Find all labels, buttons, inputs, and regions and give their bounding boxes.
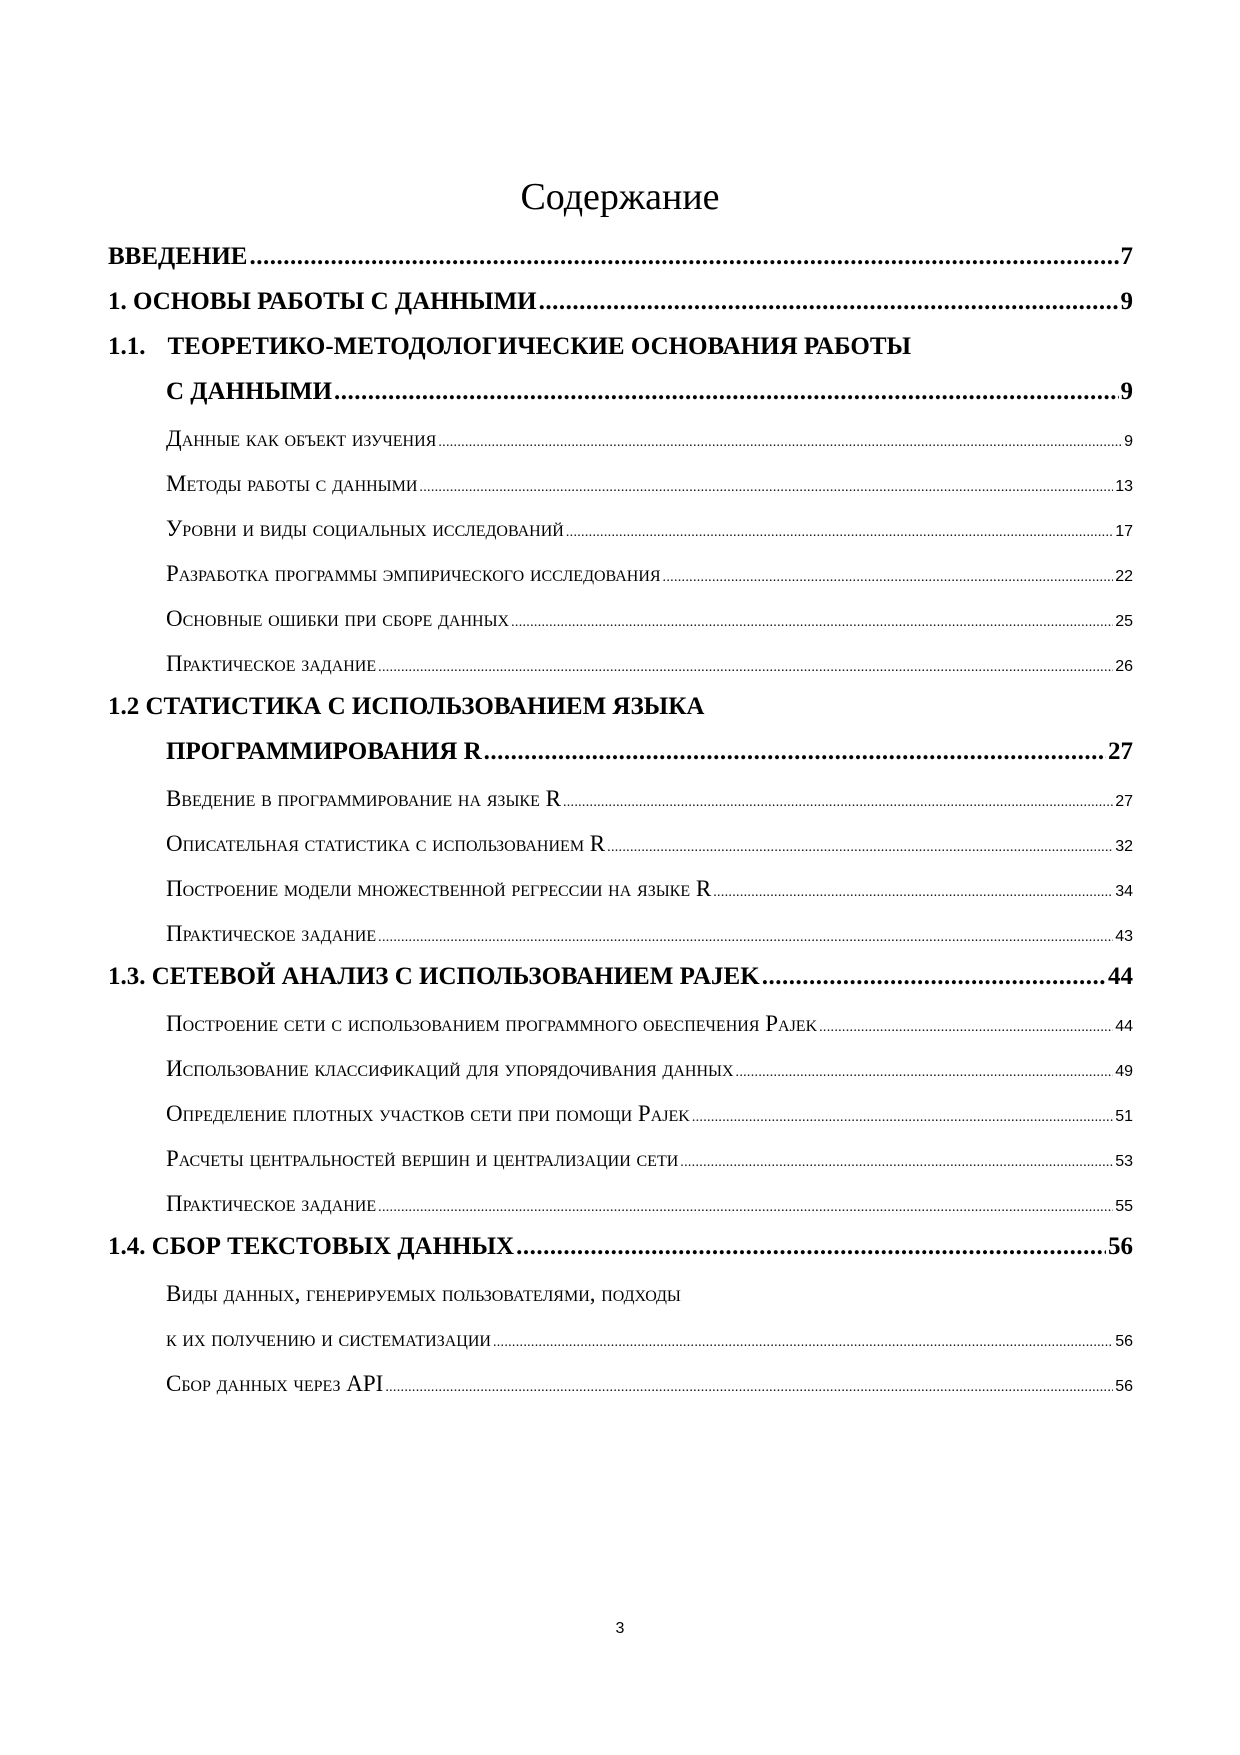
toc-page-number: 9	[1124, 433, 1133, 450]
toc-entry-text: С ДАННЫМИ	[166, 378, 333, 405]
dot-leader	[680, 1145, 1113, 1181]
dot-leader	[378, 650, 1113, 686]
toc-subentry[interactable]	[166, 1096, 1133, 1132]
toc-entry-text: Сбор данных через API	[166, 1371, 384, 1396]
toc-page-number: 55	[1115, 1198, 1133, 1215]
toc-subentry[interactable]	[166, 916, 1133, 952]
toc-entry-section-1-1-line2[interactable]	[166, 372, 1133, 412]
toc-subentry[interactable]	[166, 601, 1133, 637]
toc-entry-text: Использование классификаций для упорядочивания данных	[166, 1056, 734, 1081]
toc-entry-text: Практическое задание	[166, 1191, 377, 1216]
toc-entry-text: Построение модели множественной регрессии на языке R	[166, 876, 712, 901]
toc-entry-intro[interactable]	[108, 237, 1133, 277]
dot-leader	[249, 237, 1118, 277]
toc-page-number: 7	[1120, 243, 1133, 270]
toc-entry-text: ТЕОРЕТИКО-МЕТОДОЛОГИЧЕСКИЕ ОСНОВАНИЯ РАБОТЫ	[167, 333, 912, 360]
toc-entry-text: Методы работы с данными	[166, 471, 418, 496]
toc-entry-number: 1.1.	[108, 333, 146, 360]
toc-entry-text: 1.3. СЕТЕВОЙ АНАЛИЗ С ИСПОЛЬЗОВАНИЕМ PAJEK	[108, 963, 760, 990]
toc-page-number: 44	[1115, 1018, 1133, 1035]
dot-leader	[334, 372, 1118, 412]
dot-leader	[663, 560, 1114, 596]
toc-subentry[interactable]	[166, 1141, 1133, 1177]
toc-entry-text: Основные ошибки при сборе данных	[166, 606, 510, 631]
dot-leader	[736, 1055, 1114, 1091]
toc-entry-text: Разработка программы эмпирического исследования	[166, 561, 661, 586]
toc-page-number: 27	[1115, 793, 1133, 810]
toc-entry-section-1-3[interactable]	[108, 957, 1133, 997]
toc-page-number: 56	[1108, 1233, 1133, 1260]
toc-subentry[interactable]	[166, 466, 1133, 502]
toc-page-number: 17	[1115, 523, 1133, 540]
toc-subentry[interactable]	[166, 781, 1133, 817]
toc-entry-text: Практическое задание	[166, 921, 377, 946]
toc-subentry[interactable]	[166, 421, 1133, 457]
dot-leader	[378, 920, 1113, 956]
toc-page-number: 56	[1115, 1378, 1133, 1395]
toc-subentry[interactable]	[166, 1051, 1133, 1087]
dot-leader	[493, 1325, 1113, 1361]
toc-entry-text: Введение в программирование на языке R	[166, 786, 561, 811]
dot-leader	[566, 515, 1113, 551]
toc-subentry[interactable]	[166, 1186, 1133, 1222]
toc-entry-text: Уровни и виды социальных исследований	[166, 516, 564, 541]
dot-leader	[419, 470, 1113, 506]
toc-entry-text: Практическое задание	[166, 651, 377, 676]
toc-entry-text: ПРОГРАММИРОВАНИЯ R	[166, 738, 482, 765]
toc-subentry-line1[interactable]	[166, 1276, 1133, 1312]
toc-entry-text: Определение плотных участков сети при помощи Pajek	[166, 1101, 690, 1126]
toc-page-number: 51	[1115, 1108, 1133, 1125]
toc-page-number: 43	[1115, 928, 1133, 945]
toc-page-number: 49	[1115, 1063, 1133, 1080]
toc-subentry[interactable]	[166, 826, 1133, 862]
dot-leader	[692, 1100, 1113, 1136]
toc-page-number: 44	[1108, 963, 1133, 990]
toc-entry-text: 1. ОСНОВЫ РАБОТЫ С ДАННЫМИ	[108, 288, 537, 315]
page-title: Содержание	[520, 176, 720, 218]
toc-entry-text: Расчеты центральностей вершин и централизации сети	[166, 1146, 679, 1171]
toc-entry-text: ВВЕДЕНИЕ	[108, 243, 248, 270]
toc-page-number: 9	[1120, 378, 1133, 405]
toc-entry-text: Описательная статистика с использованием R	[166, 831, 606, 856]
dot-leader	[516, 1227, 1106, 1267]
dot-leader	[819, 1010, 1113, 1046]
toc-page-number: 25	[1115, 613, 1133, 630]
toc-entry-text: Виды данных, генерируемых пользователями, подходы	[166, 1281, 681, 1306]
toc-page-number: 26	[1115, 658, 1133, 675]
dot-leader	[385, 1370, 1113, 1406]
dot-leader	[607, 830, 1113, 866]
toc-entry-section-1-2-line1[interactable]	[108, 687, 1133, 727]
dot-leader	[713, 875, 1113, 911]
toc-subentry[interactable]	[166, 556, 1133, 592]
dot-leader	[484, 732, 1106, 772]
dot-leader	[378, 1190, 1113, 1226]
dot-leader	[762, 957, 1106, 997]
toc-subentry[interactable]	[166, 871, 1133, 907]
toc-entry-section-1-2-line2[interactable]	[166, 732, 1133, 772]
dot-leader	[511, 605, 1113, 641]
toc-entry-text: Данные как объект изучения	[166, 426, 437, 451]
toc-page-number: 13	[1115, 478, 1133, 495]
toc-entry-text: 1.2 СТАТИСТИКА С ИСПОЛЬЗОВАНИЕМ ЯЗЫКА	[108, 693, 705, 720]
toc-page-number: 9	[1120, 288, 1133, 315]
toc-entry-text: к их получению и систематизации	[166, 1326, 491, 1351]
toc-page-number: 27	[1108, 738, 1133, 765]
toc-page-number: 34	[1115, 883, 1133, 900]
dot-leader	[438, 425, 1122, 461]
toc-entry-section-1-1-line1[interactable]	[108, 327, 1133, 367]
dot-leader	[539, 282, 1119, 322]
toc-subentry[interactable]	[166, 646, 1133, 682]
toc-page-number: 22	[1115, 568, 1133, 585]
dot-leader	[563, 785, 1113, 821]
toc-page-number: 56	[1115, 1333, 1133, 1350]
toc-subentry[interactable]	[166, 1006, 1133, 1042]
toc-subentry[interactable]	[166, 511, 1133, 547]
toc-entry-section-1[interactable]	[108, 282, 1133, 322]
toc-subentry[interactable]	[166, 1366, 1133, 1402]
toc-page-number: 53	[1115, 1153, 1133, 1170]
toc-entry-section-1-4[interactable]	[108, 1227, 1133, 1267]
toc-subentry-line2[interactable]	[166, 1321, 1133, 1357]
toc-page-number: 32	[1115, 838, 1133, 855]
page-number: 3	[615, 1620, 625, 1637]
toc-entry-text: Построение сети с использованием программного обеспечения Pajek	[166, 1011, 818, 1036]
toc-entry-text: 1.4. СБОР ТЕКСТОВЫХ ДАННЫХ	[108, 1233, 515, 1260]
